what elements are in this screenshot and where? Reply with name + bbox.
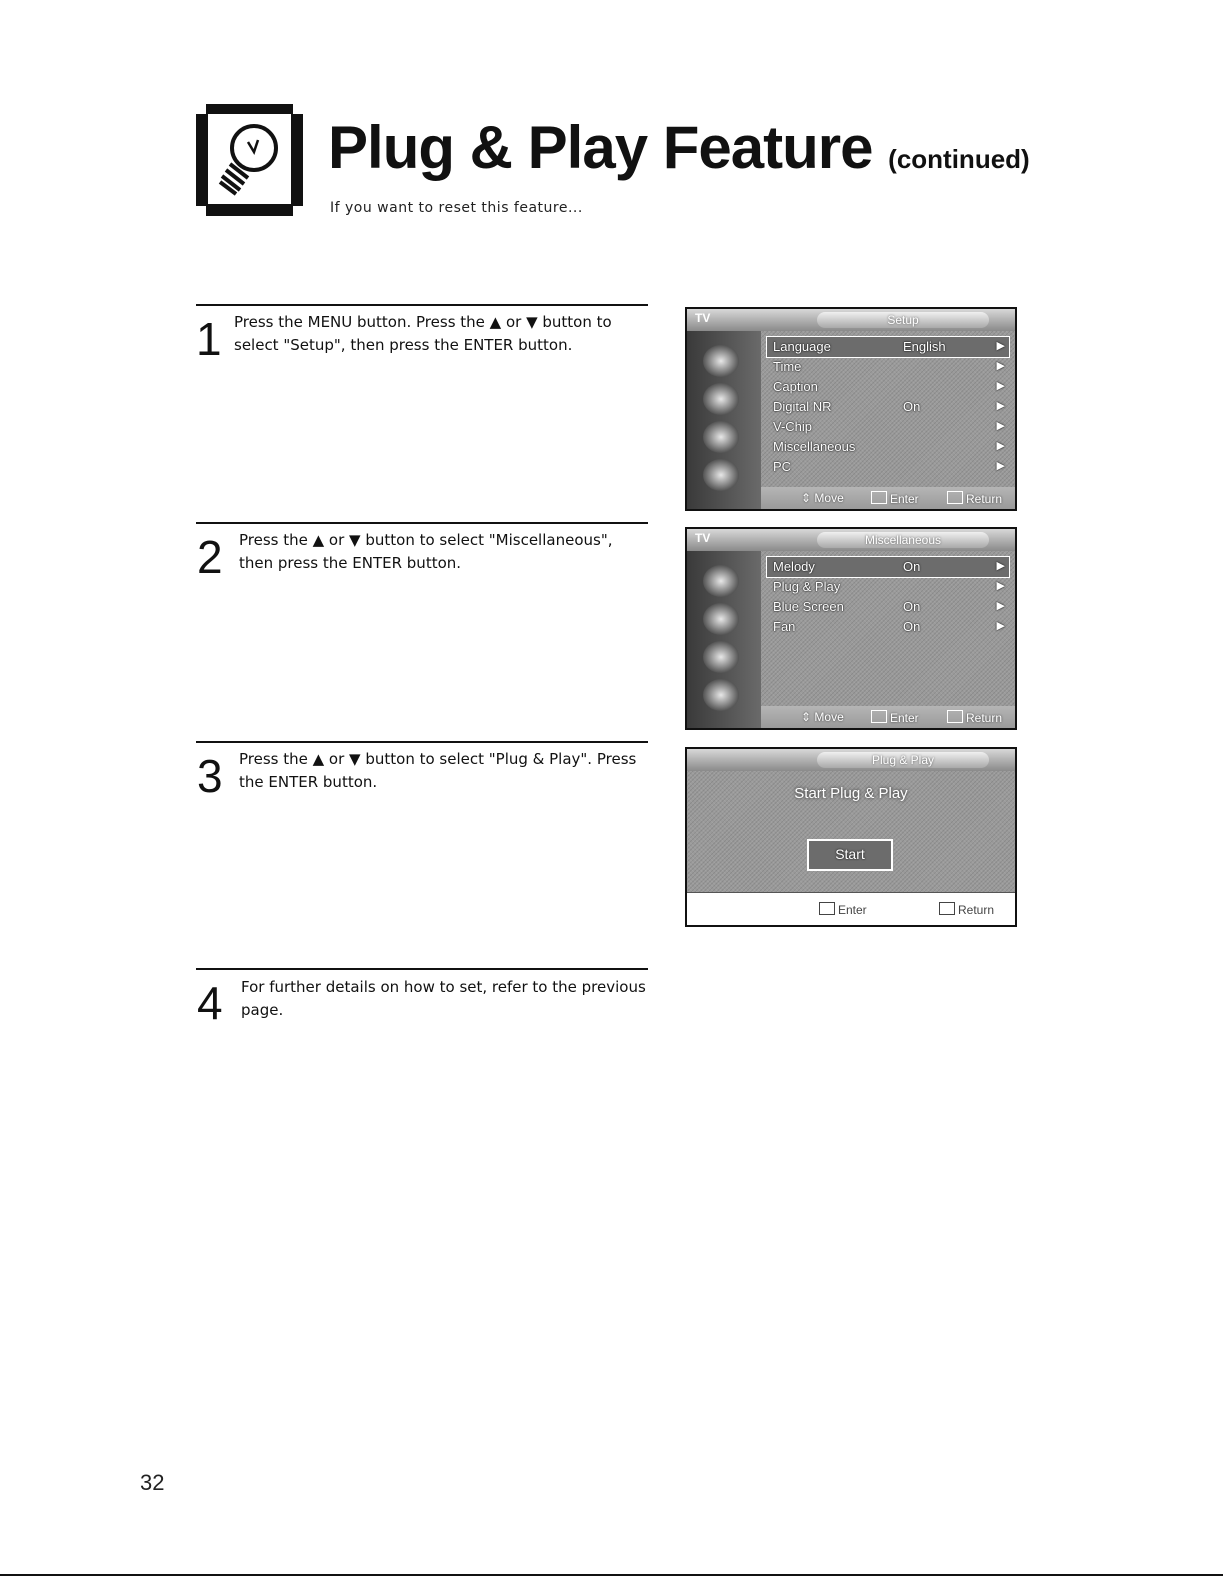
footer-return: [947, 710, 1002, 725]
logo-corner: [293, 206, 303, 216]
page-title: [328, 114, 1030, 181]
menu-list: [767, 557, 1009, 637]
channel-icon: [703, 421, 739, 453]
step-number: 3: [197, 750, 223, 802]
sound-icon: [703, 383, 739, 415]
item-label: Time: [773, 359, 802, 374]
arrow-right-icon: ▶: [996, 340, 1005, 352]
step-text: For further details on how to set, refer to the previous page.: [241, 978, 646, 1019]
item-label: Blue Screen: [773, 599, 844, 614]
logo-corner: [293, 104, 303, 114]
osd-header: [687, 309, 1015, 331]
step-divider: [196, 304, 648, 306]
footer-return-label: Return: [958, 903, 995, 917]
step-divider: [196, 522, 648, 524]
logo-corner: [196, 104, 206, 114]
menu-item-v-chip[interactable]: [767, 417, 1009, 437]
title-suffix: (continued): [888, 144, 1030, 174]
item-label: Digital NR: [773, 399, 832, 414]
start-button[interactable]: Start: [807, 839, 893, 871]
tv-label: TV: [695, 311, 711, 325]
osd-header: [687, 749, 1015, 771]
channel-icon: [703, 641, 739, 673]
move-icon: ⇕: [801, 491, 812, 505]
enter-icon: [871, 491, 887, 504]
menu-item-plug-and-play[interactable]: [767, 577, 1009, 597]
item-value: On: [903, 619, 921, 634]
osd-sidebar: [687, 331, 761, 509]
menu-item-time[interactable]: [767, 357, 1009, 377]
plug-and-play-screen: [685, 747, 1017, 927]
menu-list: [767, 337, 1009, 477]
item-value: English: [903, 339, 946, 354]
footer-enter-label: Enter: [838, 903, 867, 917]
step-text: Press the ▲ or ▼ button to select "Plug & Play". Press the ENTER button.: [239, 750, 637, 791]
menu-item-miscellaneous[interactable]: [767, 437, 1009, 457]
setup-icon: [703, 679, 739, 711]
step-divider: [196, 741, 648, 743]
item-label: Plug & Play: [773, 579, 841, 594]
step-number: 4: [197, 977, 223, 1029]
miscellaneous-menu-screen: [685, 527, 1017, 730]
item-value: On: [903, 559, 921, 574]
footer-enter-label: Enter: [890, 711, 919, 725]
item-label: Miscellaneous: [773, 439, 856, 454]
title-text: Plug & Play Feature: [328, 114, 873, 181]
picture-icon: [703, 345, 739, 377]
footer-enter: [819, 902, 867, 917]
step-number: 1: [196, 313, 222, 365]
tv-label: TV: [695, 531, 711, 545]
item-label: PC: [773, 459, 792, 474]
enter-icon: [819, 902, 835, 915]
footer-move: [801, 710, 844, 724]
footer-return-label: Return: [966, 492, 1003, 506]
footer-move-label: Move: [814, 710, 844, 724]
arrow-right-icon: ▶: [996, 580, 1005, 592]
footer-move-label: Move: [814, 491, 844, 505]
item-label: Fan: [773, 619, 796, 634]
bottom-rule: [0, 1574, 1223, 1576]
enter-icon: [871, 710, 887, 723]
picture-icon: [703, 565, 739, 597]
step-text: Press the MENU button. Press the ▲ or ▼ button to select "Setup", then press the ENTER button.: [234, 313, 612, 354]
step-divider: [196, 968, 648, 970]
footer-return-label: Return: [966, 711, 1003, 725]
menu-item-pc[interactable]: [767, 457, 1009, 477]
footer-enter: [871, 710, 919, 725]
setup-menu-screen: [685, 307, 1017, 511]
menu-item-caption[interactable]: [767, 377, 1009, 397]
lightbulb-icon: [208, 114, 291, 204]
return-icon: [939, 902, 955, 915]
osd-footer: [761, 706, 1015, 728]
footer-return: [947, 491, 1002, 506]
menu-item-blue-screen[interactable]: [767, 597, 1009, 617]
osd-footer: [687, 892, 1015, 925]
page-subtitle: If you want to reset this feature...: [330, 200, 583, 216]
menu-item-language[interactable]: [767, 337, 1009, 357]
item-value: On: [903, 599, 921, 614]
sound-icon: [703, 603, 739, 635]
menu-item-melody[interactable]: [767, 557, 1009, 577]
footer-enter-label: Enter: [890, 492, 919, 506]
header-logo: [196, 104, 303, 216]
osd-header: [687, 529, 1015, 551]
menu-item-fan[interactable]: [767, 617, 1009, 637]
arrow-right-icon: ▶: [996, 360, 1005, 372]
arrow-right-icon: ▶: [996, 460, 1005, 472]
osd-footer: [761, 487, 1015, 509]
item-label: V-Chip: [773, 419, 813, 434]
step-text: Press the ▲ or ▼ button to select "Miscellaneous", then press the ENTER button.: [239, 531, 613, 572]
setup-icon: [703, 459, 739, 491]
menu-title: Miscellaneous: [817, 532, 989, 548]
item-value: On: [903, 399, 921, 414]
item-label: Caption: [773, 379, 818, 394]
return-icon: [947, 491, 963, 504]
arrow-right-icon: ▶: [996, 600, 1005, 612]
arrow-right-icon: ▶: [996, 620, 1005, 632]
page-number: 32: [140, 1470, 165, 1495]
arrow-right-icon: ▶: [996, 380, 1005, 392]
osd-sidebar: [687, 551, 761, 728]
arrow-right-icon: ▶: [996, 400, 1005, 412]
item-label: Melody: [773, 559, 815, 574]
arrow-right-icon: ▶: [996, 440, 1005, 452]
arrow-right-icon: ▶: [996, 420, 1005, 432]
menu-title: Setup: [817, 312, 989, 328]
footer-move: [801, 491, 844, 505]
step-number: 2: [197, 531, 223, 583]
move-icon: ⇕: [801, 710, 812, 724]
menu-item-digital-nr[interactable]: [767, 397, 1009, 417]
plug-and-play-heading: Start Plug & Play: [794, 785, 908, 802]
return-icon: [947, 710, 963, 723]
footer-enter: [871, 491, 919, 506]
arrow-right-icon: ▶: [996, 560, 1005, 572]
item-label: Language: [773, 339, 831, 354]
menu-title: Plug & Play: [817, 752, 989, 768]
footer-return: [939, 902, 994, 917]
logo-corner: [196, 206, 206, 216]
